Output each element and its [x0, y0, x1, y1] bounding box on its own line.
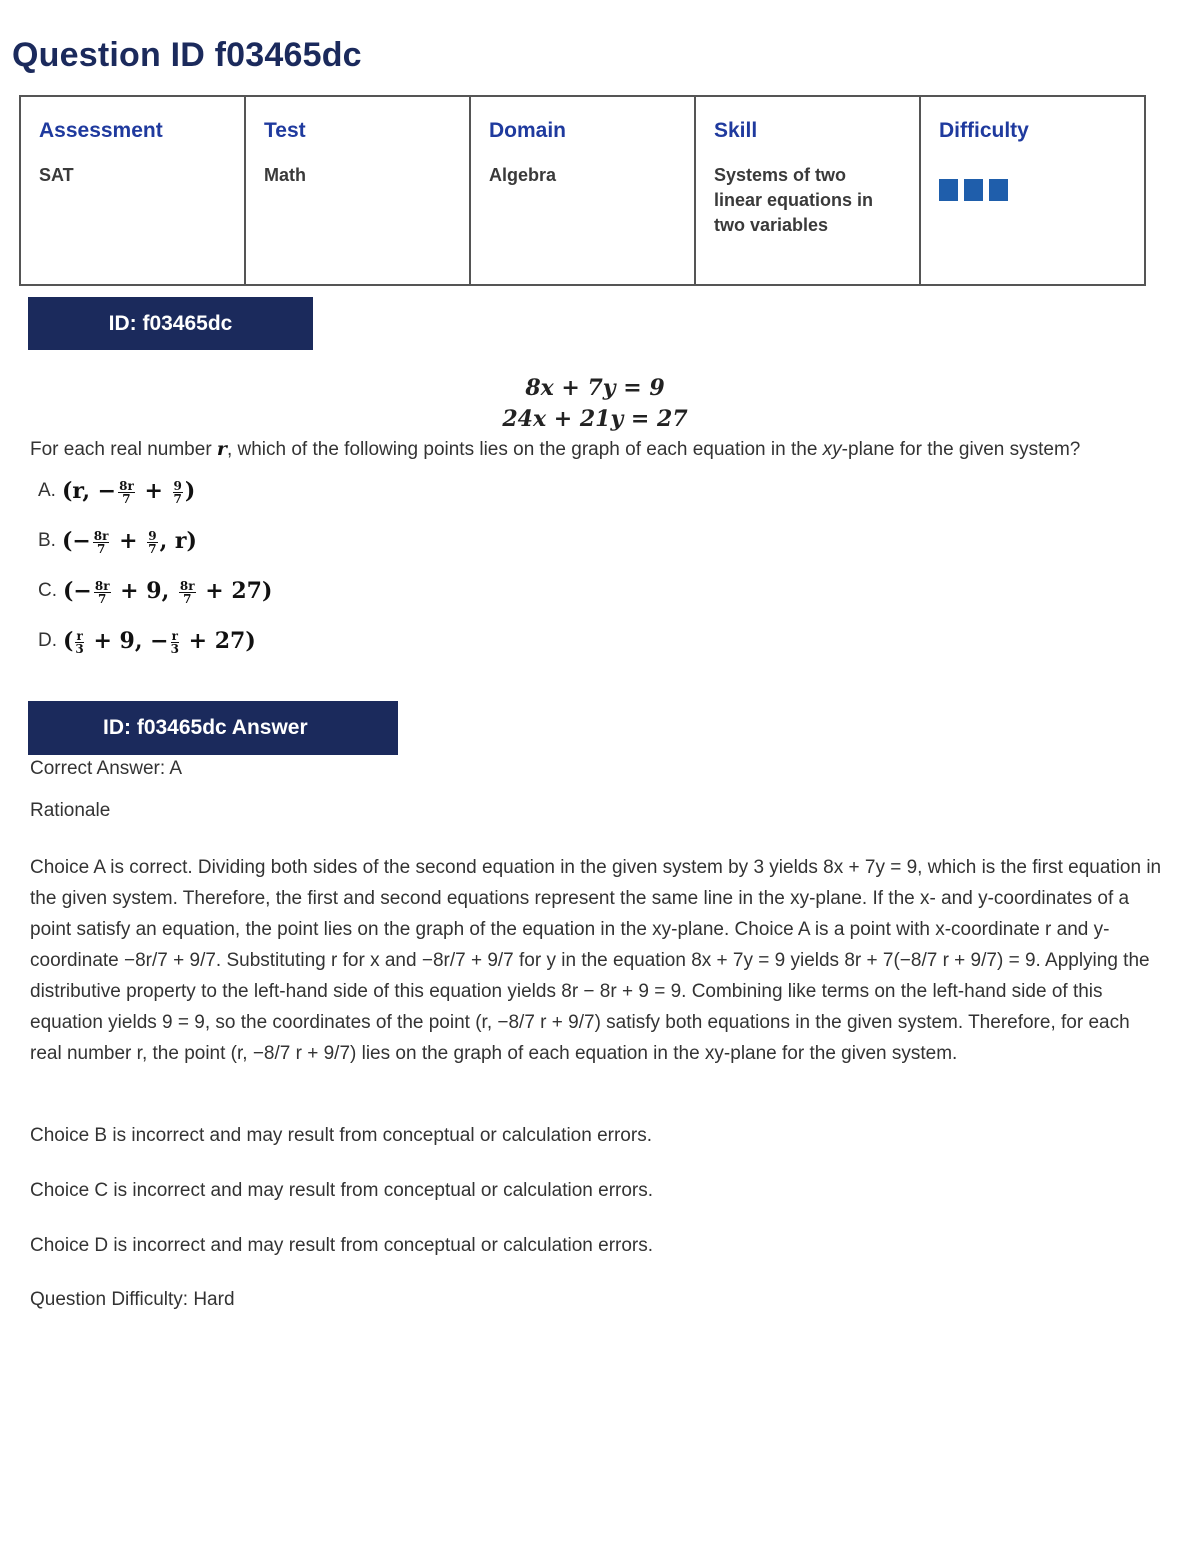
fraction-denominator: 7 — [122, 491, 131, 506]
rationale-heading: Rationale — [30, 800, 111, 821]
fraction-numerator: 8r — [179, 578, 195, 593]
fraction — [93, 530, 110, 555]
skill-cell — [695, 96, 920, 285]
difficulty-bar — [964, 179, 983, 201]
fraction — [179, 580, 196, 605]
expression-text: , r) — [159, 528, 197, 554]
skill-label: Skill — [714, 119, 758, 142]
question-id-banner: ID: f03465dc — [28, 297, 313, 350]
choice-letter: D. — [38, 630, 57, 652]
choice-c-explanation: Choice C is incorrect and may result from conceptual or calculation errors. — [30, 1180, 654, 1201]
fraction — [147, 530, 157, 555]
choice-b-explanation: Choice B is incorrect and may result from conceptual or calculation errors. — [30, 1125, 652, 1146]
choice-expression — [62, 478, 195, 505]
choice-d[interactable] — [38, 628, 256, 655]
test-cell — [245, 96, 470, 285]
stem-variable: r — [216, 438, 227, 460]
fraction — [118, 480, 135, 505]
expression-text: + — [136, 478, 171, 504]
choice-letter: C. — [38, 580, 57, 602]
stem-text: -plane for the given system? — [841, 439, 1081, 460]
fraction-numerator: 9 — [173, 478, 182, 493]
fraction-numerator: 8r — [94, 578, 110, 593]
choice-a[interactable] — [38, 478, 195, 505]
question-difficulty: Question Difficulty: Hard — [30, 1289, 235, 1310]
fraction-denominator: 7 — [148, 541, 157, 556]
domain-cell — [470, 96, 695, 285]
fraction-denominator: 3 — [75, 641, 84, 656]
choice-b[interactable] — [38, 528, 197, 555]
fraction-denominator: 7 — [98, 591, 107, 606]
fraction-numerator: 8r — [119, 478, 134, 493]
choice-expression — [63, 628, 256, 655]
expression-text: (r, − — [61, 478, 117, 504]
expression-text: + 27) — [180, 628, 256, 654]
difficulty-bar — [989, 179, 1008, 201]
choice-c[interactable] — [38, 578, 272, 605]
answer-id-banner: ID: f03465dc Answer — [28, 701, 398, 755]
fraction — [171, 630, 179, 655]
choice-expression — [62, 528, 197, 555]
domain-value: Algebra — [489, 165, 557, 185]
difficulty-indicator — [939, 179, 1126, 201]
expression-text: + — [111, 528, 146, 554]
fraction — [173, 480, 183, 505]
equation-1: 8x + 7y = 9 — [525, 375, 665, 401]
rationale-paragraph: Choice A is correct. Dividing both sides of the second equation in the given system by 3 yields 8x + 7y = 9, which is the first equation in the given system. Therefore, the first and second equations represent the same line in the xy-plane. If the x- and y-coordinates of a point satisfy an equation, the point lies on the graph of the equation in the xy-plane. Choice A is a point with x-coordinate r and y-coordinate −8r/7 + 9/7. Substituting r for x and −8r/7 + 9/7 for y in the equation 8x + 7y = 9 yields 8r + 7(−8/7 r + 9/7) = 9. Applying the distributive property to the left-hand side of this equation yields 8r − 8r + 9 = 9. Combining like terms on the left-hand side of this equation yields 9 = 9, so the coordinates of the point (r, −8/7 r + 9/7) satisfy both equations in the given system. Therefore, for each real number r, the point (r, −8/7 r + 9/7) lies on the graph of each equation in the xy-plane for the given system. — [30, 857, 1162, 1064]
question-stem — [30, 438, 1080, 461]
expression-text: ( — [63, 628, 74, 654]
assessment-label: Assessment — [39, 119, 163, 142]
expression-text: (− — [63, 578, 92, 604]
correct-answer: Correct Answer: A — [30, 758, 183, 779]
fraction-numerator: r — [76, 628, 83, 643]
test-label: Test — [264, 119, 306, 142]
skill-value: Systems of two linear equations in two variables — [714, 165, 874, 235]
fraction-denominator: 7 — [183, 591, 192, 606]
test-value: Math — [264, 165, 306, 185]
expression-text: + 9, — [112, 578, 177, 604]
choice-expression — [63, 578, 272, 605]
fraction-denominator: 3 — [170, 641, 179, 656]
fraction-numerator: 9 — [148, 528, 157, 543]
expression-text: + 27) — [197, 578, 273, 604]
difficulty-label: Difficulty — [939, 119, 1029, 142]
fraction-numerator: 8r — [93, 528, 109, 543]
fraction-denominator: 7 — [173, 491, 182, 506]
stem-text: , which of the following points lies on the graph of each equation in the — [226, 439, 823, 460]
expression-text: + 9, − — [85, 628, 169, 654]
choice-d-explanation: Choice D is incorrect and may result from conceptual or calculation errors. — [30, 1235, 654, 1256]
fraction — [94, 580, 111, 605]
fraction-denominator: 7 — [96, 541, 106, 556]
stem-text: For each real number — [30, 439, 217, 460]
expression-text: ) — [184, 478, 196, 504]
expression-text: (− — [61, 528, 91, 554]
choice-letter: B. — [38, 530, 56, 552]
difficulty-cell — [920, 96, 1145, 285]
domain-label: Domain — [489, 119, 567, 142]
fraction-numerator: r — [171, 628, 178, 643]
question-metadata-table — [19, 95, 1146, 286]
choice-letter: A. — [38, 480, 56, 502]
page-title: Question ID f03465dc — [12, 36, 362, 74]
assessment-value: SAT — [39, 165, 74, 185]
difficulty-bar — [939, 179, 958, 201]
equation-2: 24x + 21y = 27 — [502, 406, 688, 432]
stem-xy: xy — [822, 439, 842, 460]
assessment-cell — [20, 96, 245, 285]
fraction — [75, 630, 83, 655]
